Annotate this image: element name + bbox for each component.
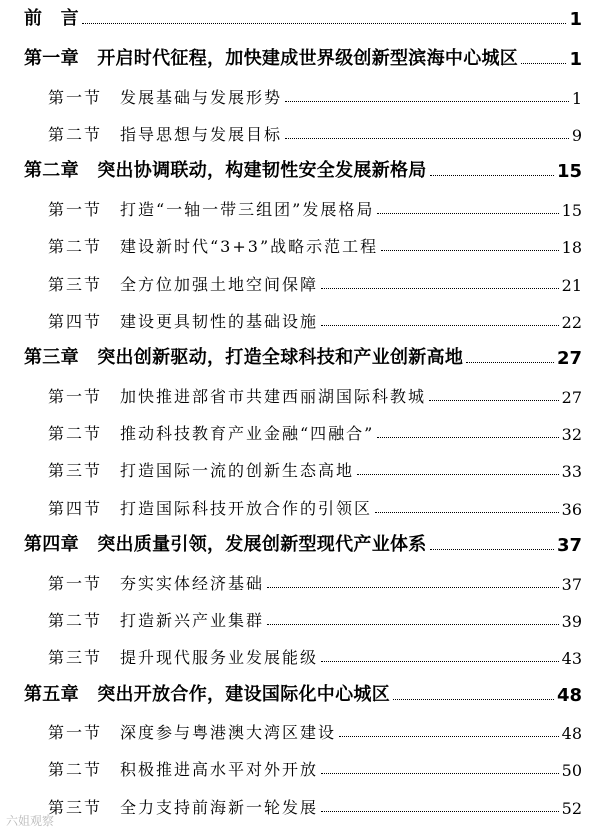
leader-dots [357,474,559,475]
leader-dots [285,101,569,102]
toc-entry-page: 1 [569,49,582,70]
toc-entry[interactable] [24,680,582,706]
leader-dots [521,63,566,64]
leader-dots [285,138,569,139]
toc-entry-title: 第三节 全方位加强土地空间保障 [48,275,319,294]
toc-entry[interactable] [48,605,582,631]
toc-entry-page: 32 [561,425,582,444]
toc-entry[interactable] [48,493,582,519]
toc-entry-title: 第四章 突出质量引领，发展创新型现代产业体系 [24,534,427,555]
leader-dots [429,400,559,401]
leader-dots [321,325,559,326]
leader-dots [339,736,559,737]
toc-entry[interactable] [24,343,582,369]
toc-entry-page: 9 [571,126,582,145]
toc-entry-title: 第一节 打造“一轴一带三组团”发展格局 [48,200,375,219]
toc-entry-title: 第二节 建设新时代“3+3”战略示范工程 [48,237,379,256]
toc-entry[interactable] [24,4,582,30]
toc-entry-title: 前 言 [24,8,79,29]
watermark: 六姐观察 [6,814,55,828]
toc-entry[interactable] [48,717,582,743]
toc-entry-title: 第三节 打造国际一流的创新生态高地 [48,461,355,480]
toc-entry-title: 第一节 加快推进部省市共建西丽湖国际科教城 [48,387,427,406]
toc-entry-title: 第二节 指导思想与发展目标 [48,125,283,144]
toc-entry-title: 第二章 突出协调联动，构建韧性安全发展新格局 [24,160,427,181]
toc-entry[interactable] [48,418,582,444]
toc-entry-page: 39 [561,612,582,631]
leader-dots [466,362,554,363]
toc-entry[interactable] [24,156,582,182]
toc-entry-page: 27 [561,388,582,407]
toc-entry[interactable] [48,306,582,332]
toc-entry-page: 22 [561,313,582,332]
leader-dots [381,250,559,251]
toc-entry-page: 15 [561,201,582,220]
toc-entry[interactable] [48,792,582,818]
leader-dots [393,699,554,700]
toc-entry-page: 15 [556,161,582,182]
toc-entry[interactable] [24,530,582,556]
toc-entry-page: 27 [556,348,582,369]
toc-entry[interactable] [48,82,582,108]
toc-entry-page: 18 [561,238,582,257]
toc-entry-page: 36 [561,500,582,519]
toc-entry-page: 50 [561,761,582,780]
toc-entry-page: 48 [556,685,582,706]
toc-entry-title: 第二节 积极推进高水平对外开放 [48,760,319,779]
leader-dots [377,213,558,214]
toc-entry-title: 第一节 发展基础与发展形势 [48,88,283,107]
toc-entry-title: 第一节 深度参与粤港澳大湾区建设 [48,723,337,742]
toc-entry-title: 第三章 突出创新驱动，打造全球科技和产业创新高地 [24,347,464,368]
toc-entry-page: 21 [561,276,582,295]
leader-dots [321,661,559,662]
toc-entry-page: 1 [571,89,582,108]
toc-entry-title: 第三节 全力支持前海新一轮发展 [48,798,319,817]
toc-entry-page: 33 [561,462,582,481]
toc-entry-title: 第一章 开启时代征程，加快建成世界级创新型滨海中心城区 [24,48,519,69]
leader-dots [267,624,559,625]
leader-dots [430,175,554,176]
leader-dots [375,512,559,513]
leader-dots [321,288,559,289]
leader-dots [82,23,567,24]
toc-entry[interactable] [48,269,582,295]
toc-entry[interactable] [48,754,582,780]
toc-entry-page: 52 [561,799,582,818]
leader-dots [430,549,554,550]
toc-entry-title: 第二节 推动科技教育产业金融“四融合” [48,424,375,443]
toc-entry-page: 37 [561,575,582,594]
leader-dots [321,773,559,774]
toc-entry-title: 第五章 突出开放合作，建设国际化中心城区 [24,684,390,705]
leader-dots [377,437,558,438]
toc-entry[interactable] [48,194,582,220]
toc-entry-title: 第四节 打造国际科技开放合作的引领区 [48,499,373,518]
toc-entry-title: 第一节 夯实实体经济基础 [48,574,265,593]
leader-dots [267,587,559,588]
toc-entry-title: 第四节 建设更具韧性的基础设施 [48,312,319,331]
toc-entry[interactable] [48,381,582,407]
toc-entry-page: 48 [561,724,582,743]
toc-entry-page: 37 [556,535,582,556]
toc-entry[interactable] [48,231,582,257]
toc-entry[interactable] [48,455,582,481]
toc-entry[interactable] [48,642,582,668]
leader-dots [321,811,559,812]
toc-entry[interactable] [48,119,582,145]
toc-entry[interactable] [24,44,582,70]
toc-entry-title: 第三节 提升现代服务业发展能级 [48,648,319,667]
toc-entry-page: 1 [569,9,582,30]
toc-entry-page: 43 [561,649,582,668]
toc-entry-title: 第二节 打造新兴产业集群 [48,611,265,630]
toc-entry[interactable] [48,568,582,594]
